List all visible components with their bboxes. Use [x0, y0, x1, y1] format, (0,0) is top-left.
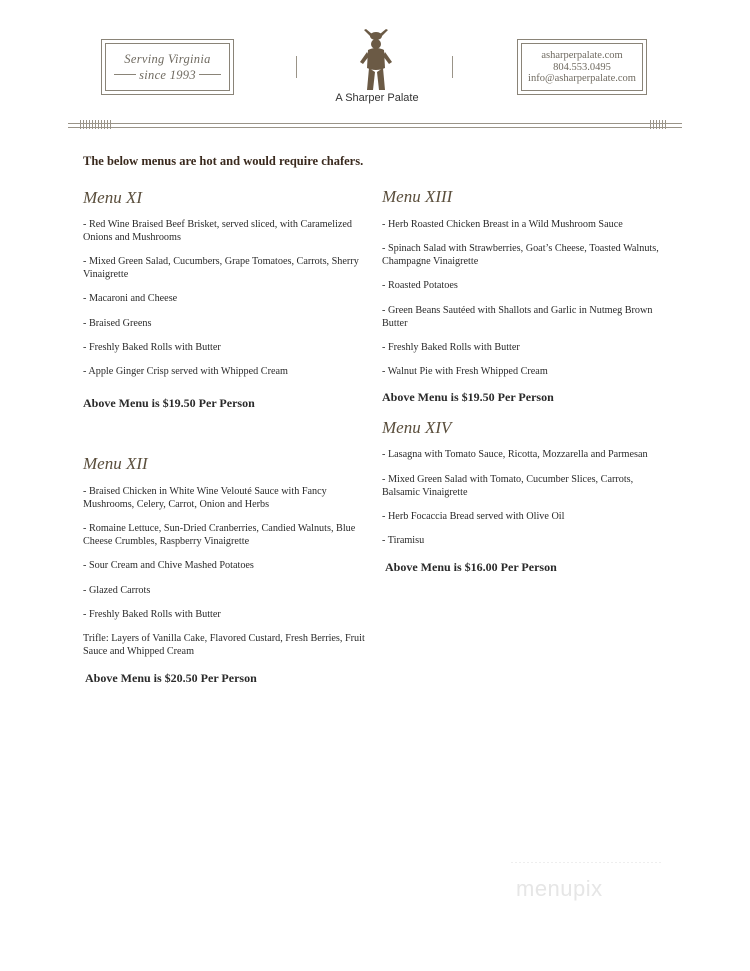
menu-xiv-title: Menu XIV	[382, 418, 452, 437]
chafer-note: The below menus are hot and would require chafers.	[83, 154, 364, 168]
watermark-line	[511, 862, 661, 863]
menu-xiii-item-4: - Green Beans Sautéed with Shallots and Garlic in Nutmeg Brown Butter	[382, 305, 653, 329]
menu-xi-item-3: - Macaroni and Cheese	[83, 293, 178, 304]
menu-xi-title: Menu XI	[83, 188, 143, 207]
rule-ornament-left	[80, 120, 112, 129]
menu-xiii-item-5: - Freshly Baked Rolls with Butter	[382, 342, 520, 353]
rule-ornament-right	[650, 120, 668, 129]
menu-xii-item-5: - Freshly Baked Rolls with Butter	[83, 609, 221, 620]
menu-xii-item-3: - Sour Cream and Chive Mashed Potatoes	[83, 560, 254, 571]
menu-xiii-price: Above Menu is $19.50 Per Person	[382, 390, 554, 404]
serving-line-1: Serving Virginia	[124, 52, 211, 66]
serving-line-2: since 1993	[139, 68, 196, 82]
menu-xiii-title: Menu XIII	[382, 187, 453, 206]
menu-xiv-item-3: - Herb Focaccia Bread served with Olive Oil	[382, 511, 565, 522]
menu-xiv-price: Above Menu is $16.00 Per Person	[385, 560, 557, 574]
menu-xii-item-6: Trifle: Layers of Vanilla Cake, Flavored Custard, Fresh Berries, Fruit Sauce and Whipped Cream	[83, 633, 365, 657]
menu-xi-item-2: - Mixed Green Salad, Cucumbers, Grape Tomatoes, Carrots, Sherry Vinaigrette	[83, 256, 359, 280]
header-rule	[68, 123, 682, 128]
menu-xii-item-1: - Braised Chicken in White Wine Velouté Sauce with Fancy Mushrooms, Celery, Carrot, Onion and Herbs	[83, 486, 327, 510]
menu-xiv-item-2: - Mixed Green Salad with Tomato, Cucumber Slices, Carrots, Balsamic Vinaigrette	[382, 474, 634, 498]
header-divider-right	[452, 56, 453, 78]
menu-xii-price: Above Menu is $20.50 Per Person	[85, 671, 257, 685]
email-text: info@asharperpalate.com	[528, 73, 636, 84]
menu-xii-title: Menu XII	[83, 454, 148, 473]
phone-text: 804.553.0495	[553, 62, 611, 73]
menu-xiii-item-2: - Spinach Salad with Strawberries, Goat’s Cheese, Toasted Walnuts, Champagne Vinaigrette	[382, 243, 659, 267]
menu-xi-price: Above Menu is $19.50 Per Person	[83, 396, 255, 410]
decorative-dash-right	[199, 74, 221, 75]
menu-xi-item-4: - Braised Greens	[83, 318, 152, 329]
menu-xii-item-4: - Glazed Carrots	[83, 585, 151, 596]
menu-xiii-item-1: - Herb Roasted Chicken Breast in a Wild Mushroom Sauce	[382, 219, 623, 230]
menu-xiii-item-6: - Walnut Pie with Fresh Whipped Cream	[382, 366, 548, 377]
chef-figure-icon	[356, 28, 396, 92]
menu-xi-item-5: - Freshly Baked Rolls with Butter	[83, 342, 221, 353]
menu-xiii-item-3: - Roasted Potatoes	[382, 280, 458, 291]
brand-name: A Sharper Palate	[335, 92, 419, 104]
menu-xiv-item-1: - Lasagna with Tomato Sauce, Ricotta, Mozzarella and Parmesan	[382, 449, 648, 460]
header-divider-left	[296, 56, 297, 78]
menupix-watermark: menupix	[516, 876, 603, 901]
menu-xii-item-2: - Romaine Lettuce, Sun-Dried Cranberries, Candied Walnuts, Blue Cheese Crumbles, Raspberry Vinaigrette	[83, 523, 356, 547]
serving-virginia-badge	[101, 39, 234, 95]
menu-xi-item-1: - Red Wine Braised Beef Brisket, served sliced, with Caramelized Onions and Mushrooms	[83, 219, 353, 243]
contact-box	[517, 39, 647, 95]
menu-xiv-item-4: - Tiramisu	[382, 535, 425, 546]
website-text: asharperpalate.com	[541, 50, 623, 61]
menu-xi-item-6: - Apple Ginger Crisp served with Whipped Cream	[83, 366, 288, 377]
